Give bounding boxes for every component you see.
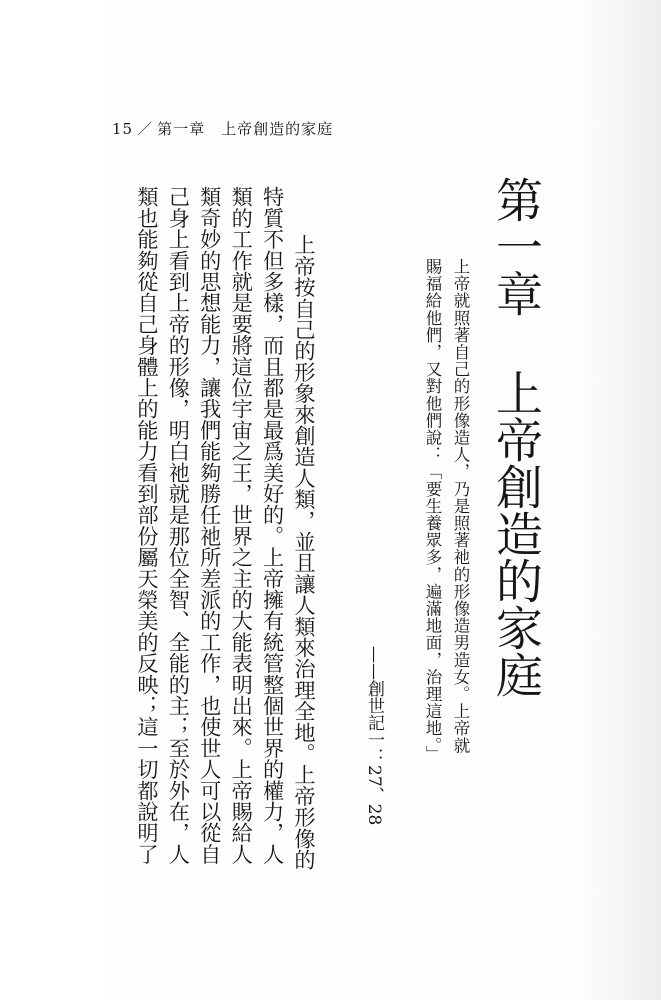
epigraph-citation [358, 646, 388, 896]
chapter-title: 上帝創造的家庭 [488, 369, 543, 698]
body-column-2: 特質不但多樣，而且都是最爲美好的。上帝擁有統管整個世界的權力，人 [260, 186, 286, 865]
body-column-5: 己身上看到上帝的形像，明白祂就是那位全智、全能的主；至於外在，人 [166, 186, 192, 865]
epigraph-line-2: 賜福給他們，又對他們說：「要生養眾多，遍滿地面，治理這地。」 [423, 258, 442, 763]
header-title: 上帝創造的家庭 [221, 120, 334, 138]
header-chapter: 第一章 [157, 120, 206, 138]
body-column-3: 類的工作就是要將這位宇宙之王，世界之主的大能表明出來。上帝賜給人 [229, 186, 255, 865]
header-separator: ／ [137, 120, 154, 138]
body-text [104, 186, 320, 902]
running-header [112, 118, 472, 140]
citation-text: ——創世記一：27、28 [364, 646, 384, 826]
body-column-1: 上帝按自己的形象來創造人類，並且讓人類來治理全地。上帝形像的 [292, 234, 317, 870]
page-number: 15 [112, 120, 134, 138]
epigraph [394, 258, 474, 858]
chapter-number: 第一章 [488, 176, 543, 317]
body-column-6: 類也能夠從自己身體上的能力看到部份屬天榮美的反映；這一切都說明了 [134, 186, 160, 865]
body-column-4: 類奇妙的思想能力，讓我們能夠勝任祂所差派的工作，也使世人可以從自 [197, 186, 223, 865]
chapter-heading [488, 176, 543, 698]
epigraph-line-1: 上帝就照著自己的形像造人，乃是照著祂的形像造男造女。上帝就 [451, 258, 470, 754]
